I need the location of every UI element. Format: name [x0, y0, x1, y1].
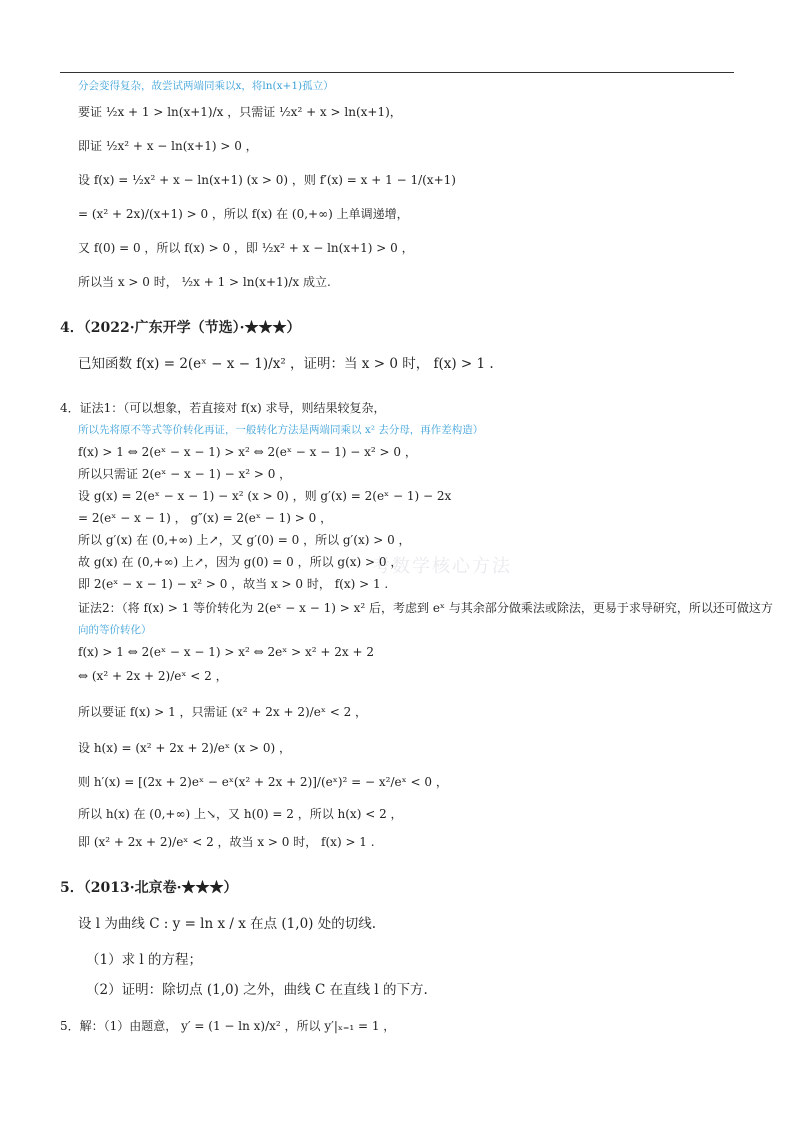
text-line-l27: 即 (x² + 2x + 2)/eˣ < 2 ，故当 x > 0 时， f(x) > 1 . [78, 835, 375, 849]
text-line-l17: 故 g(x) 在 (0,+∞) 上↗，因为 g(0) = 0 ，所以 g(x) > 0 ， [78, 555, 403, 569]
text-line-l18: 即 2(eˣ − x − 1) − x² > 0 ，故当 x > 0 时， f(x) > 1 . [78, 577, 389, 591]
text-line-l13: 所以只需证 2(eˣ − x − 1) − x² > 0 ， [78, 467, 292, 481]
text-line-l16: 所以 g′(x) 在 (0,+∞) 上↗，又 g′(0) = 0 ，所以 g′(x) > 0 ， [78, 533, 411, 547]
text-line-l28: 5．（2013·北京卷·★★★） [60, 880, 238, 896]
text-line-l05: = (x² + 2x)/(x+1) > 0 ，所以 f(x) 在 (0,+∞) 上单调递增， [78, 207, 409, 221]
text-line-l09: 已知函数 f(x) = 2(eˣ − x − 1)/x² ，证明：当 x > 0 时， f(x) > 1 . [78, 356, 494, 372]
text-line-l29: 设 l 为曲线 C : y = ln x / x 在点 (1,0) 处的切线. [78, 916, 377, 932]
text-line-l10: 4．证法1：（可以想象，若直接对 f(x) 求导，则结果较复杂， [60, 401, 386, 415]
text-line-l23: 所以要证 f(x) > 1 ，只需证 (x² + 2x + 2)/eˣ < 2 ， [78, 705, 368, 719]
text-line-l19: 证法2：（将 f(x) > 1 等价转化为 2(eˣ − x − 1) > x² 后，考虑到 eˣ 与其余部分做乘法或除法，更易于求导研究，所以还可做这方 [78, 601, 773, 615]
text-line-l04: 设 f(x) = ½x² + x − ln(x+1) (x > 0) ，则 f′(x) = x + 1 − 1/(x+1) [78, 173, 456, 187]
text-line-l03: 即证 ½x² + x − ln(x+1) > 0 ， [78, 139, 258, 153]
text-line-l01: 分会变得复杂，故尝试两端同乘以x，将ln(x+1)孤立） [78, 80, 334, 92]
text-line-l14: 设 g(x) = 2(eˣ − x − 1) − x² (x > 0) ，则 g′(x) = 2(eˣ − 1) − 2x [78, 489, 452, 503]
text-line-l22: ⇔ (x² + 2x + 2)/eˣ < 2 ， [78, 669, 228, 683]
watermark: 考数学核心方法 [372, 556, 512, 577]
text-line-l24: 设 h(x) = (x² + 2x + 2)/eˣ (x > 0) ， [78, 741, 292, 755]
text-line-l07: 所以当 x > 0 时， ½x + 1 > ln(x+1)/x 成立. [78, 275, 331, 289]
text-line-l20: 向的等价转化） [78, 624, 152, 636]
header-rule [60, 72, 734, 73]
text-line-l30: （1）求 l 的方程； [86, 952, 202, 968]
text-line-l26: 所以 h(x) 在 (0,+∞) 上↘，又 h(0) = 2 ，所以 h(x) < 2 ， [78, 807, 403, 821]
text-line-l12: f(x) > 1 ⇔ 2(eˣ − x − 1) > x² ⇔ 2(eˣ − x − 1) − x² > 0 ， [78, 445, 417, 459]
text-line-l21: f(x) > 1 ⇔ 2(eˣ − x − 1) > x² ⇔ 2eˣ > x² + 2x + 2 [78, 645, 374, 659]
text-line-l02: 要证 ½x + 1 > ln(x+1)/x ，只需证 ½x² + x > ln(x+1)， [78, 105, 402, 119]
text-line-l32: 5．解：（1）由题意， y′ = (1 − ln x)/x² ，所以 y′|ₓ₌₁ = 1 ， [60, 1019, 396, 1033]
text-line-l25: 则 h′(x) = [(2x + 2)eˣ − eˣ(x² + 2x + 2)]/(eˣ)² = − x²/eˣ < 0 ， [78, 775, 448, 789]
text-line-l11: 所以先将原不等式等价转化再证，一般转化方法是两端同乘以 x² 去分母，再作差构造） [78, 424, 484, 436]
text-line-l06: 又 f(0) = 0 ，所以 f(x) > 0 ，即 ½x² + x − ln(x+1) > 0 ， [78, 241, 414, 255]
text-line-l08: 4．（2022·广东开学（节选）·★★★） [60, 320, 301, 336]
text-line-l31: （2）证明：除切点 (1,0) 之外，曲线 C 在直线 l 的下方. [86, 982, 428, 998]
text-line-l15: = 2(eˣ − x − 1) ， g″(x) = 2(eˣ − 1) > 0 ， [78, 511, 333, 525]
